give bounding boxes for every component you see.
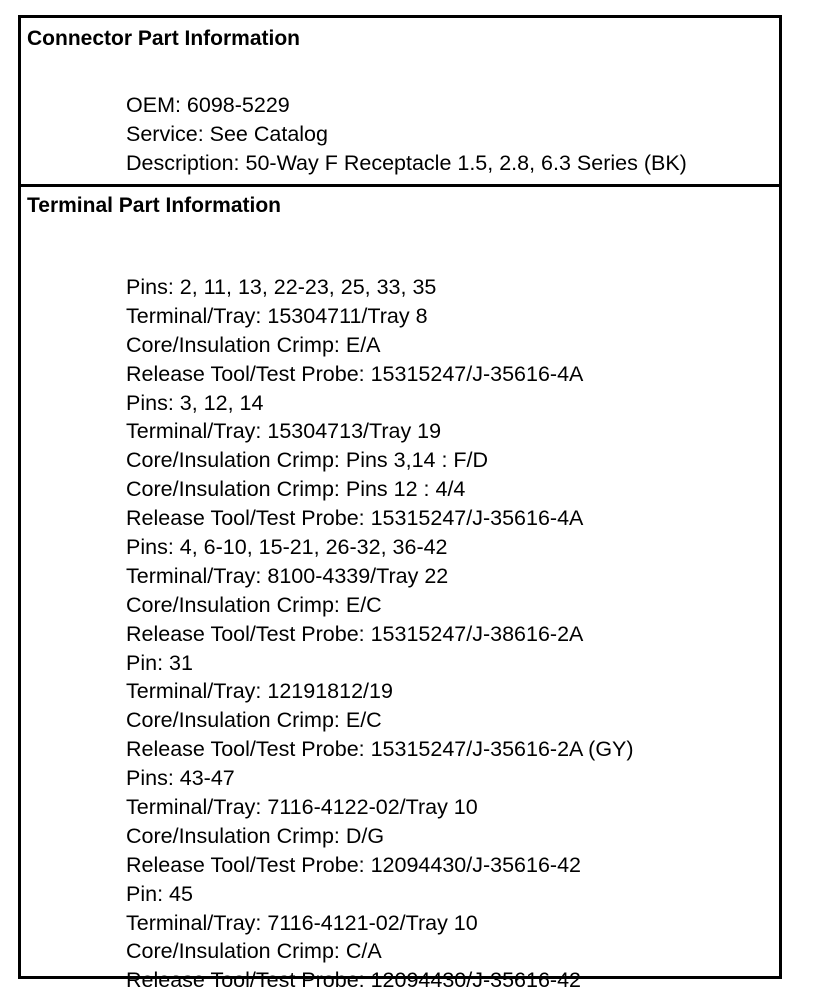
info-line: Description: 50-Way F Receptacle 1.5, 2.8, 6.3 Series (BK): [126, 150, 687, 175]
info-line: Core/Insulation Crimp: D/G: [126, 823, 385, 848]
info-line: Release Tool/Test Probe: 12094430/J-35616-42: [126, 968, 582, 993]
connector-section: [21, 18, 779, 184]
info-line: OEM: 6098-5229: [126, 93, 290, 117]
info-line: Core/Insulation Crimp: E/A: [126, 332, 381, 357]
info-line: Core/Insulation Crimp: C/A: [126, 939, 382, 964]
info-line: Terminal/Tray: 7116-4122-02/Tray 10: [126, 795, 478, 820]
info-line: Pins: 4, 6-10, 15-21, 26-32, 36-42: [126, 535, 448, 560]
info-line: Release Tool/Test Probe: 15315247/J-35616-2A (GY): [126, 737, 634, 762]
info-line: Terminal/Tray: 8100-4339/Tray 22: [126, 563, 449, 588]
info-line: Service: See Catalog: [126, 121, 328, 146]
terminal-section: [21, 187, 779, 993]
info-line: Pin: 31: [126, 650, 193, 675]
info-line: Release Tool/Test Probe: 15315247/J-38616-2A: [126, 621, 584, 646]
terminal-heading: Terminal Part Information: [27, 194, 281, 217]
info-line: Terminal/Tray: 12191812/19: [126, 679, 393, 704]
info-line: Release Tool/Test Probe: 15315247/J-35616-4A: [126, 506, 584, 531]
terminal-lines: [126, 273, 634, 995]
part-information-table: [18, 15, 782, 993]
info-line: Pins: 3, 12, 14: [126, 390, 264, 415]
info-line: Pin: 45: [126, 881, 193, 906]
info-line: Terminal/Tray: 15304713/Tray 19: [126, 419, 442, 444]
connector-lines: [126, 91, 687, 178]
info-line: Core/Insulation Crimp: Pins 3,14 : F/D: [126, 448, 489, 473]
info-line: Core/Insulation Crimp: Pins 12 : 4/4: [126, 477, 466, 502]
info-line: Terminal/Tray: 15304711/Tray 8: [126, 303, 428, 328]
info-line: Core/Insulation Crimp: E/C: [126, 708, 382, 733]
info-line: Release Tool/Test Probe: 15315247/J-35616-4A: [126, 361, 584, 386]
info-line: Release Tool/Test Probe: 12094430/J-35616-42: [126, 852, 582, 877]
info-line: Core/Insulation Crimp: E/C: [126, 592, 382, 617]
info-line: Terminal/Tray: 7116-4121-02/Tray 10: [126, 910, 478, 935]
info-line: Pins: 43-47: [126, 766, 235, 791]
info-line: Pins: 2, 11, 13, 22-23, 25, 33, 35: [126, 275, 437, 299]
connector-heading: Connector Part Information: [27, 27, 301, 50]
